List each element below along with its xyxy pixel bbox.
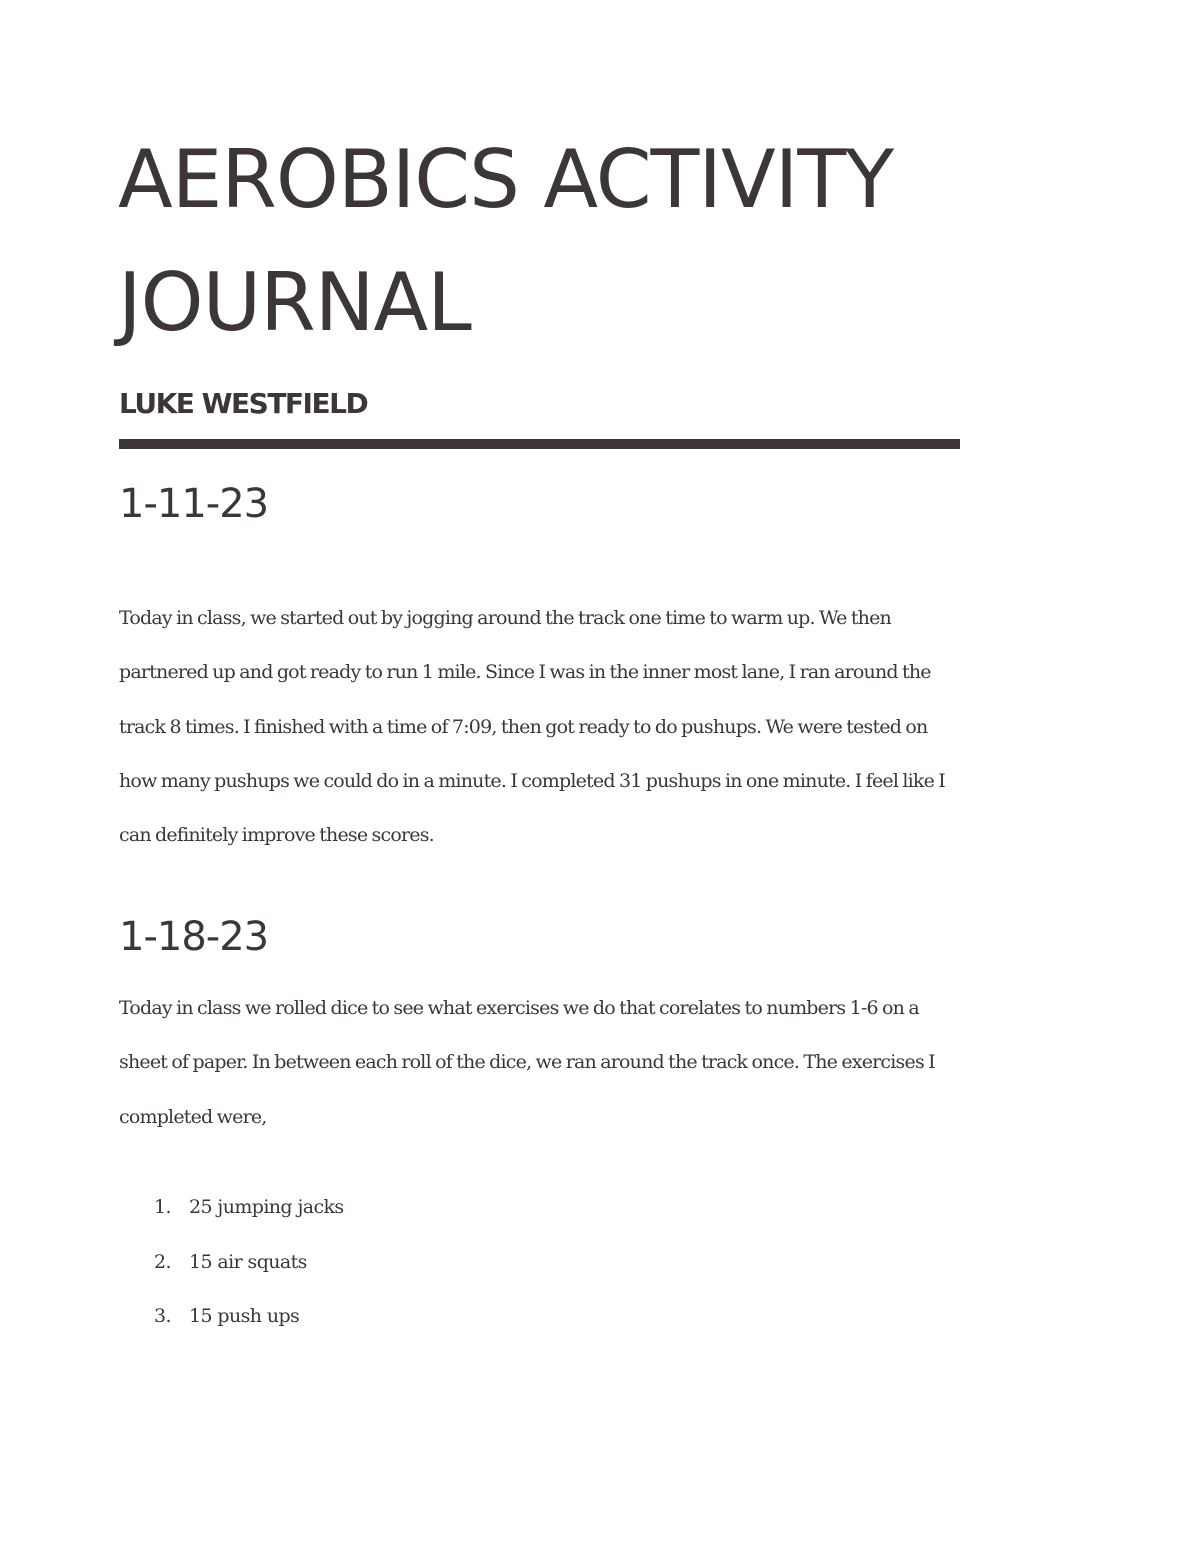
list-item-text: 25 jumping jacks	[189, 1196, 344, 1218]
list-item-number: 3.	[154, 1305, 171, 1327]
entry-paragraph: Today in class we rolled dice to see what exercises we do that corelates to numbers 1-6 on a sheet of paper. In between each roll of the dice, we ran around the track once. The exercises I completed were,	[119, 997, 935, 1128]
list-item-number: 1.	[154, 1196, 171, 1218]
list-item-text: 15 push ups	[189, 1305, 300, 1327]
list-item-number: 2.	[154, 1250, 171, 1273]
document-title: AEROBICS ACTIVITY JOURNAL	[118, 133, 894, 349]
author-name: LUKE WESTFIELD	[119, 387, 368, 420]
entry-date: 1-11-23	[119, 481, 269, 527]
entry-paragraph: Today in class, we started out by jogging around the track one time to warm up. We then partnered up and got ready to run 1 mile. Since I was in the inner most lane, I ran around the track 8 times. I finished with a time of 7:09, then got ready to do pushups. We were tested on how many pushups we could do in a minute. I completed 31 pushups in one minute. I feel like I can definitely improve these scores.	[119, 607, 946, 847]
title-divider	[119, 439, 960, 449]
list-item-text: 15 air squats	[189, 1250, 307, 1273]
entry-date: 1-18-23	[119, 914, 269, 960]
